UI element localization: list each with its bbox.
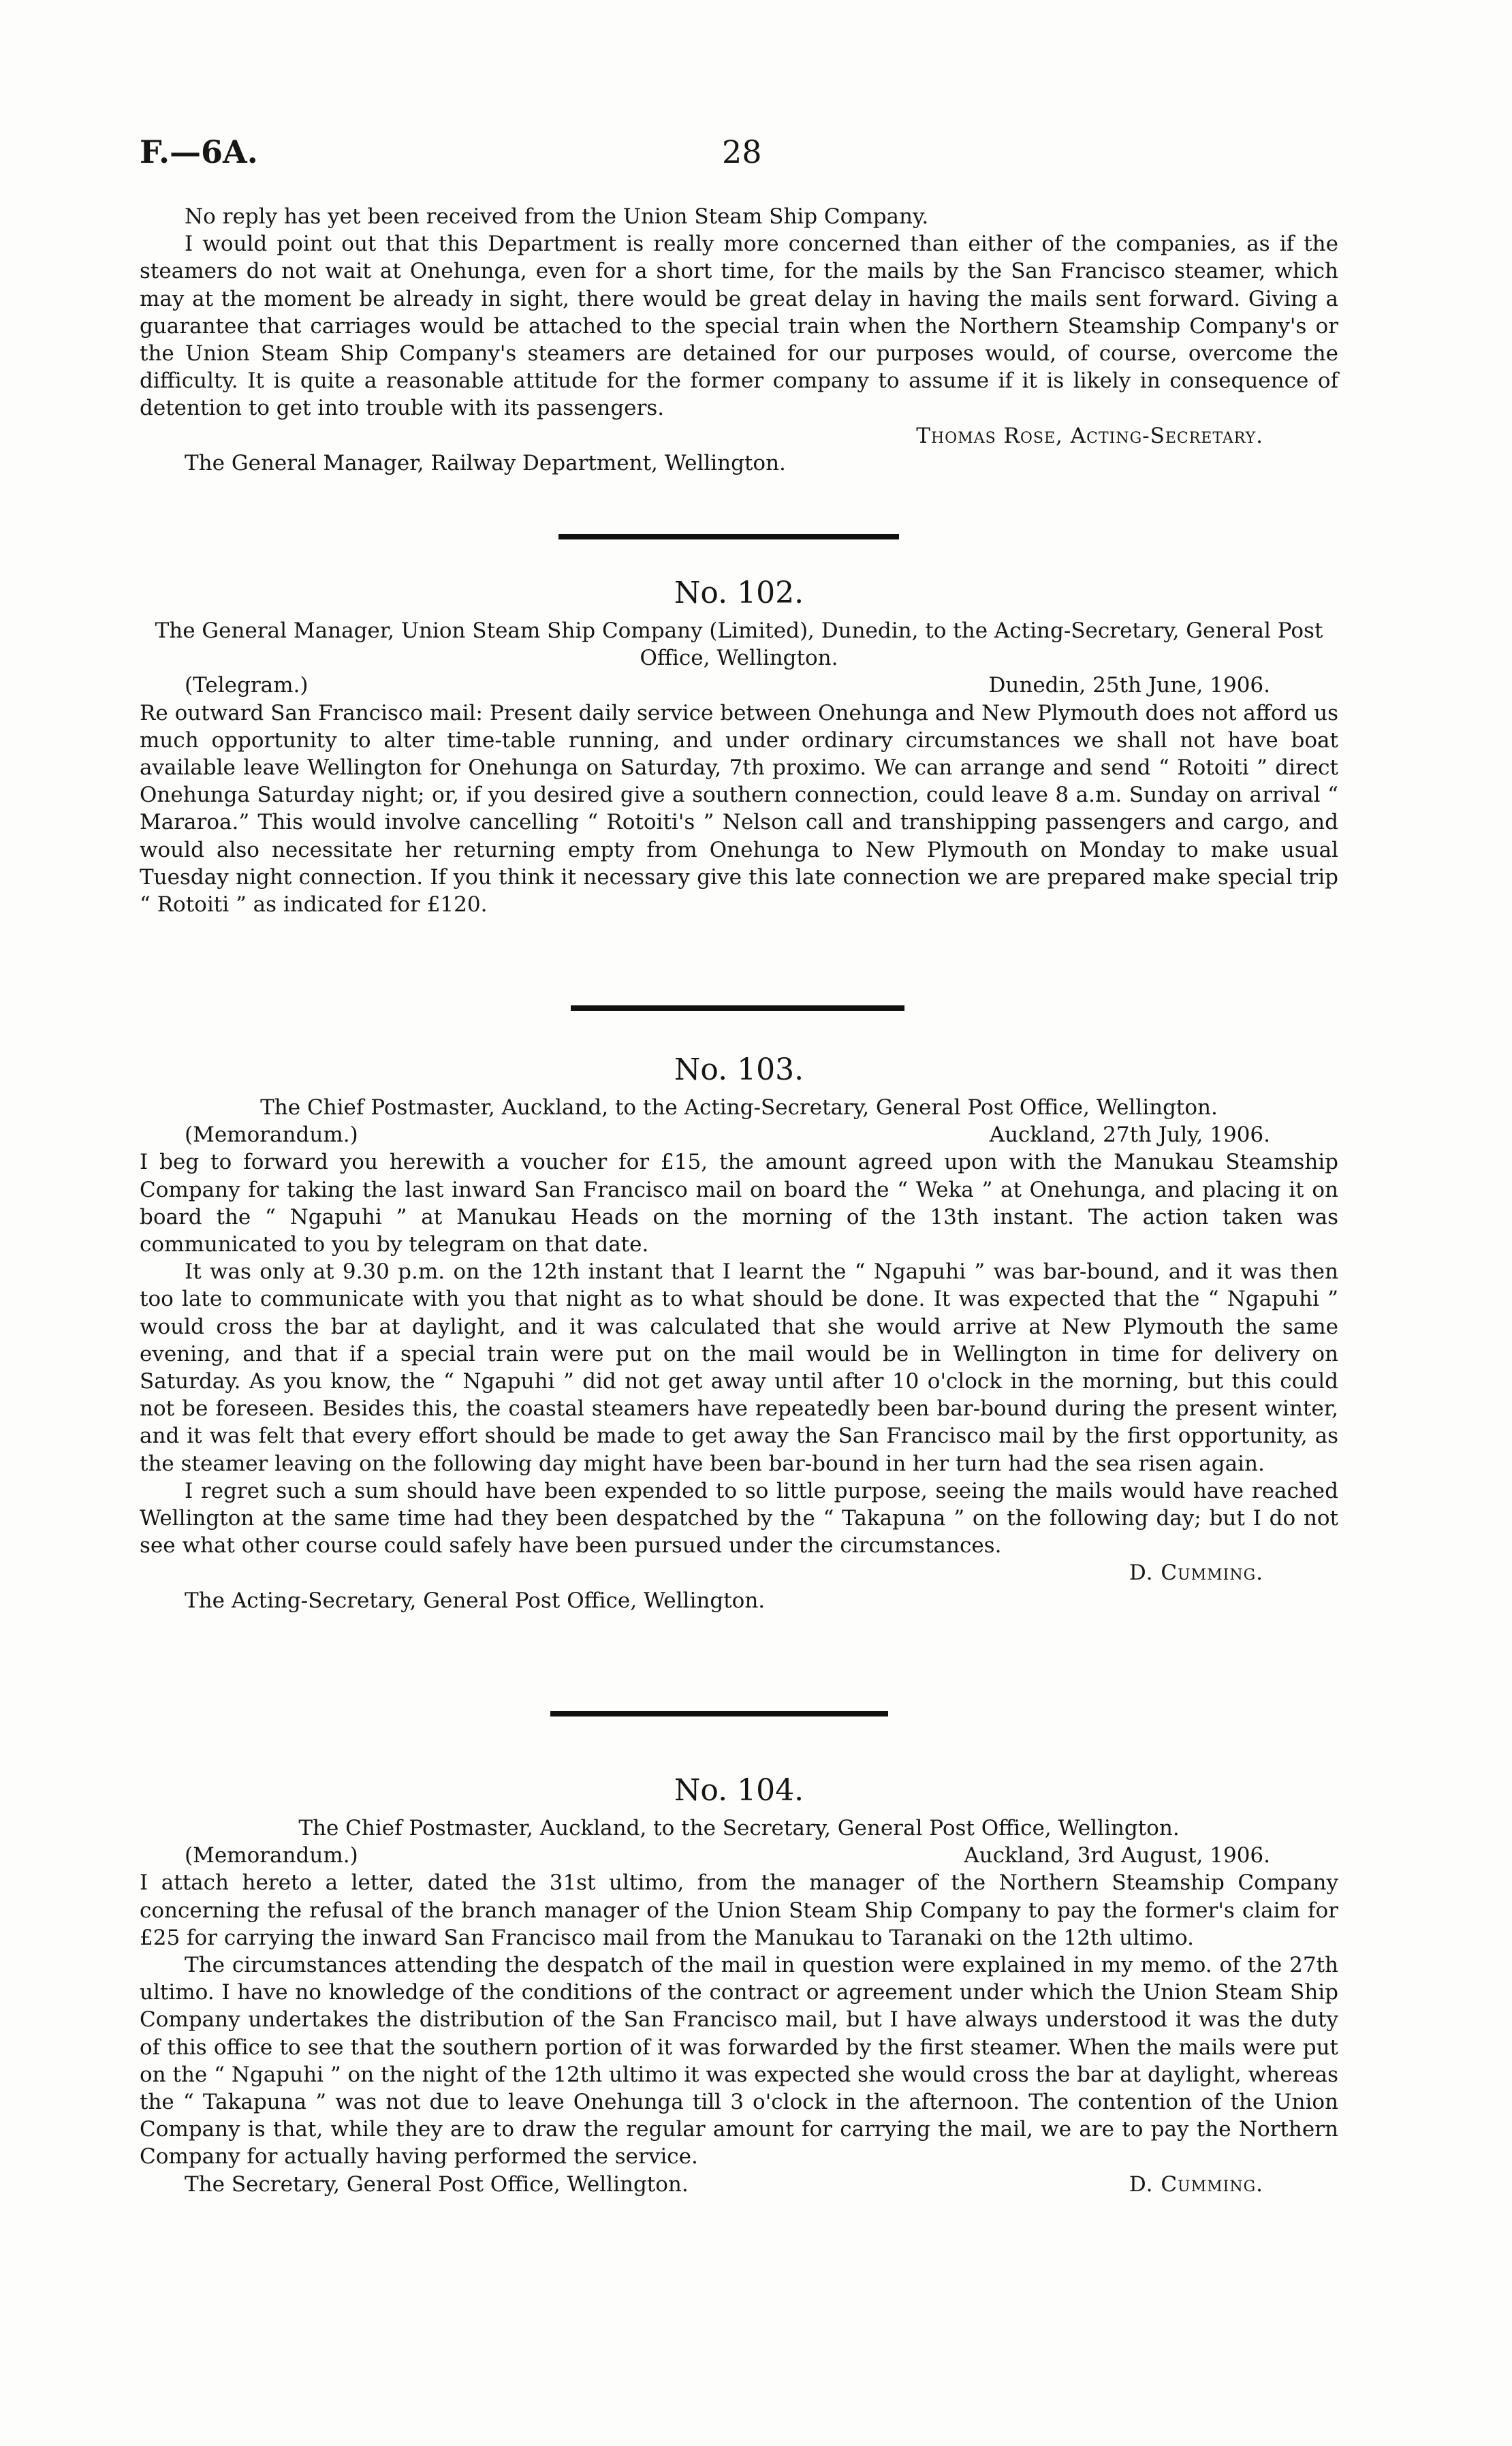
document-number: No. 103.: [674, 1052, 804, 1087]
document-number: No. 104.: [674, 1773, 804, 1808]
document-104: [140, 1771, 1338, 2198]
signature-text: D. Cumming.: [1129, 1561, 1263, 1586]
document-103: [140, 1050, 1338, 1614]
paragraph: I attach hereto a letter, dated the 31st ultimo, from the manager of the Northern Steamship Company concerning the refusal of the branch manager of the Union Steam Ship Company to pay the former's claim for £25 for carrying the inward San Francisco mail from the Manukau to Taranaki on the 12th ultimo.: [140, 1870, 1338, 1950]
document-intro: The Chief Postmaster, Auckland, to the Acting-Secretary, General Post Office, Wellington.: [260, 1095, 1218, 1120]
addressee: The Secretary, General Post Office, Wellington.: [185, 2171, 689, 2197]
document-102: [140, 574, 1338, 918]
dateline: Auckland, 27th July, 1906.: [989, 1123, 1270, 1148]
dateline-row: [140, 672, 1338, 699]
signature: D. Cumming.: [1129, 2171, 1263, 2197]
signature-text: Thomas Rose, Acting-Secretary.: [916, 423, 1263, 448]
addressee: The General Manager, Railway Department, Wellington.: [185, 450, 786, 475]
document-number: No. 102.: [674, 576, 804, 610]
document-type: (Memorandum.): [185, 1123, 358, 1148]
dateline-row: [140, 1842, 1338, 1869]
signature: [140, 422, 1338, 450]
signature: [140, 1559, 1338, 1586]
addressee: The Acting-Secretary, General Post Office, Wellington.: [185, 1588, 766, 1613]
paragraph: I would point out that this Department is really more concerned than either of the companies, as if the steamers do not wait at Onehunga, even for a short time, for the mails by the San Francisco steamer, which may at the moment be already in sight, there would be great delay in having the mails sent forward. Giving a guarantee that carriages would be attached to the special train when the Northern Steamship Company's or the Union Steam Ship Company's steamers are detained for our purposes would, of course, overcome the difficulty. It is quite a reasonable attitude for the former company to assume if it is likely in consequence of detention to get into trouble with its passengers.: [140, 232, 1338, 421]
page-number: 28: [722, 134, 762, 170]
telegram-body: Re outward San Francisco mail: Present daily service between Onehunga and New Plymouth does not afford us much opportunity to alter time-table running, and under ordinary circumstances we shall not have boat available leave Wellington for Onehunga on Saturday, 7th proximo. We can arrange and send “ Rotoiti ” direct Onehunga Saturday night; or, if you desired give a southern connection, could leave 8 a.m. Sunday on arrival “ Mararoa.” This would involve cancelling “ Rotoiti's ” Nelson call and transhipping passengers and cargo, and would also necessitate her returning empty from Onehunga to New Plymouth on Monday to make usual Tuesday night connection. If you think it necessary give this late connection we are prepared make special trip “ Rotoiti ” as indicated for £120.: [140, 700, 1338, 918]
document-type: (Telegram.): [185, 673, 309, 698]
paragraph: The circumstances attending the despatch of the mail in question were explained in my memo. of the 27th ultimo. I have no knowledge of the conditions of the contract or agreement under which the Union Steam Ship Company undertakes the distribution of the San Francisco mail, but I have always understood it was the duty of this office to see that the southern portion of it was forwarded by the first steamer. When the mails were put on the “ Ngapuhi ” on the night of the 12th ultimo it was expected she would cross the bar at daylight, whereas the “ Takapuna ” was not due to leave Onehunga till 3 o'clock in the afternoon. The contention of the Union Company is that, while they are to draw the regular amount for carrying the mail, we are to pay the Northern Company for actually having performed the service.: [140, 1953, 1338, 2169]
paragraph: It was only at 9.30 p.m. on the 12th instant that I learnt the “ Ngapuhi ” was bar-bound, and it was then too late to communicate with you that night as to what should be done. It was expected that the “ Ngapuhi ” would cross the bar at daylight, and it was calculated that she would arrive at New Plymouth the same evening, and that if a special train were put on the mail would be in Wellington in time for delivery on Saturday. As you know, the “ Ngapuhi ” did not get away until after 10 o'clock in the morning, but this could not be foreseen. Besides this, the coastal steamers have repeatedly been bar-bound during the present winter, and it was felt that every effort should be made to get away the San Francisco mail by the first opportunity, as the steamer leaving on the following day might have been bar-bound in her turn had the sea risen again.: [140, 1259, 1338, 1476]
section-divider: [571, 1005, 904, 1011]
paragraph: I beg to forward you herewith a voucher for £15, the amount agreed upon with the Manukau Steamship Company for taking the last inward San Francisco mail on board the “ Weka ” at Onehunga, and placing it on board the “ Ngapuhi ” at Manukau Heads on the morning of the 13th instant. The action taken was communicated to you by telegram on that date.: [140, 1150, 1338, 1257]
paragraph: I regret such a sum should have been expended to so little purpose, seeing the mails would have reached Wellington at the same time had they been despatched by the “ Takapuna ” on the following day; but I do not see what other course could safely have been pursued under the circumstances.: [140, 1478, 1338, 1558]
paragraph: No reply has yet been received from the Union Steam Ship Company.: [185, 204, 929, 229]
dateline: Dunedin, 25th June, 1906.: [988, 673, 1270, 698]
closing-line: [140, 2171, 1338, 2198]
section-divider: [558, 534, 899, 539]
page-id: F.—6A.: [140, 134, 258, 170]
dateline: Auckland, 3rd August, 1906.: [964, 1843, 1270, 1868]
document-type: (Memorandum.): [185, 1843, 358, 1868]
dateline-row: [140, 1121, 1338, 1148]
document-intro: The General Manager, Union Steam Ship Company (Limited), Dunedin, to the Acting-Secretary, General Post Office, Wellington.: [155, 618, 1323, 671]
section-divider: [550, 1711, 888, 1716]
document-intro: The Chief Postmaster, Auckland, to the Secretary, General Post Office, Wellington.: [298, 1816, 1180, 1840]
continuation-section: [140, 203, 1338, 477]
page-header: [140, 134, 1338, 181]
